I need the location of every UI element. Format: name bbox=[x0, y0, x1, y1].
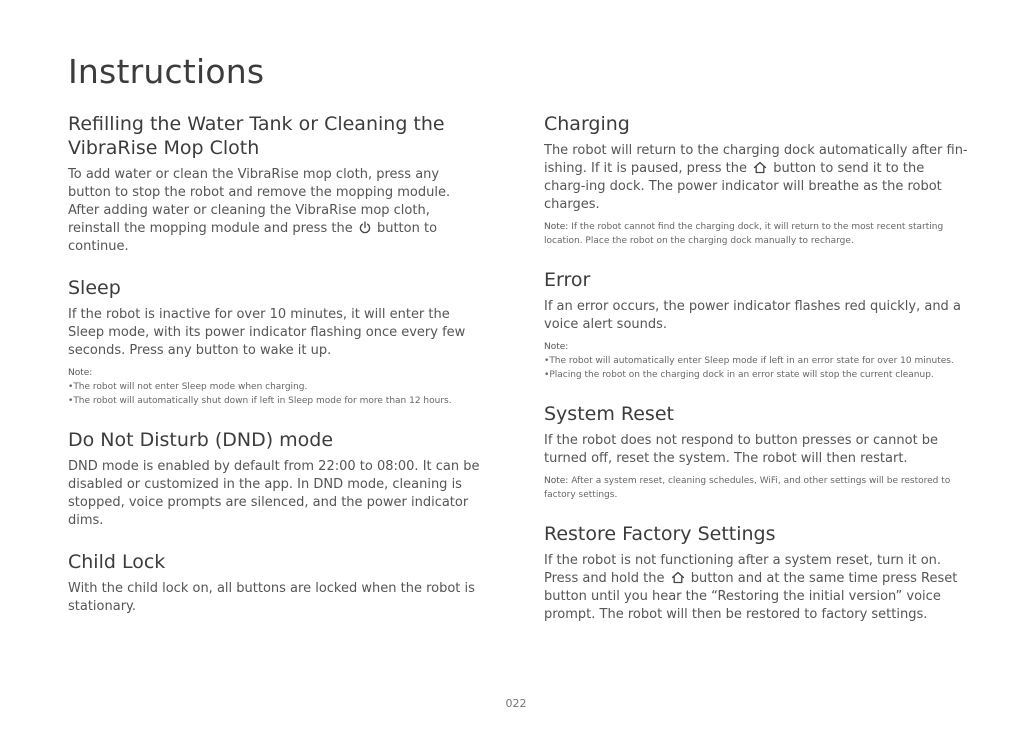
section-dnd bbox=[68, 428, 484, 530]
error-note-item: • Placing the robot on the charging dock in an error state will stop the current cleanup. bbox=[544, 368, 968, 382]
section-error bbox=[544, 268, 968, 382]
section-charging bbox=[544, 112, 968, 248]
sleep-text: If the robot is inactive for over 10 minutes, it will enter the Sleep mode, with its power indicator flashing once every few seconds. Press any button to wake it up. bbox=[68, 307, 466, 358]
system-reset-heading: System Reset bbox=[544, 403, 674, 425]
error-note bbox=[544, 340, 968, 382]
page-number: 022 bbox=[505, 697, 527, 710]
system-reset-note-text: After a system reset, cleaning schedules, WiFi, and other settings will be restored to factory settings. bbox=[544, 476, 951, 500]
factory-text-part2: button and at the same time press Reset button until you hear the “Restoring the initial version” voice prompt. The robot will then be restored to factory settings. bbox=[544, 571, 958, 622]
error-note-item: • The robot will automatically enter Sleep mode if left in an error state for over 10 minutes. bbox=[544, 354, 968, 368]
sleep-note bbox=[68, 366, 484, 408]
charging-text bbox=[544, 142, 968, 214]
section-factory-reset bbox=[544, 522, 968, 624]
power-icon bbox=[359, 221, 371, 234]
dnd-heading: Do Not Disturb (DND) mode bbox=[68, 429, 334, 451]
child-lock-heading: Child Lock bbox=[68, 551, 166, 573]
charging-note bbox=[544, 220, 968, 248]
charging-heading: Charging bbox=[544, 113, 630, 135]
charging-text-part1: The robot will return to the charging dock automatically after fin-ishing. If it is paused, press the bbox=[544, 143, 968, 176]
section-child-lock bbox=[68, 550, 484, 616]
home-icon bbox=[671, 571, 685, 584]
section-system-reset bbox=[544, 402, 968, 502]
error-note-label: Note: bbox=[544, 342, 569, 352]
left-column bbox=[68, 112, 484, 636]
section-sleep bbox=[68, 276, 484, 408]
sleep-note-item: • The robot will automatically shut down if left in Sleep mode for more than 12 hours. bbox=[68, 394, 484, 408]
home-icon bbox=[753, 161, 767, 174]
error-text: If an error occurs, the power indicator flashes red quickly, and a voice alert sounds. bbox=[544, 299, 961, 332]
charging-text-part2: button to send it to the charg-ing dock. The power indicator will breathe as the robot charges. bbox=[544, 161, 942, 212]
section-refill bbox=[68, 112, 484, 256]
factory-text bbox=[544, 552, 968, 624]
sleep-note-label: Note: bbox=[68, 368, 93, 378]
error-heading: Error bbox=[544, 269, 591, 291]
refill-text-part2: button to continue. bbox=[68, 221, 438, 254]
system-reset-note bbox=[544, 474, 968, 502]
child-lock-text: With the child lock on, all buttons are locked when the robot is stationary. bbox=[68, 581, 475, 614]
refill-text-part1: To add water or clean the VibraRise mop cloth, press any button to stop the robot and remove the mopping module. After adding water or cleaning the VibraRise mop cloth, reinstall the mopping module and press the bbox=[68, 167, 451, 236]
dnd-text: DND mode is enabled by default from 22:00 to 08:00. It can be disabled or customized in the app. In DND mode, cleaning is stopped, voice prompts are silenced, and the power indicator dims. bbox=[68, 459, 480, 528]
right-column bbox=[544, 112, 968, 644]
factory-text-part1: If the robot is not functioning after a system reset, turn it on. Press and hold the bbox=[544, 553, 942, 586]
charging-note-text: If the robot cannot find the charging dock, it will return to the most recent starting location. Place the robot on the charging dock manually to recharge. bbox=[544, 222, 944, 246]
refill-text bbox=[68, 166, 484, 256]
system-reset-text: If the robot does not respond to button presses or cannot be turned off, reset the system. The robot will then restart. bbox=[544, 433, 939, 466]
system-reset-note-label: Note: bbox=[544, 476, 569, 486]
sleep-heading: Sleep bbox=[68, 277, 121, 299]
charging-note-label: Note: bbox=[544, 222, 569, 232]
sleep-note-item: • The robot will not enter Sleep mode when charging. bbox=[68, 380, 484, 394]
factory-heading: Restore Factory Settings bbox=[544, 523, 776, 545]
refill-heading: Refilling the Water Tank or Cleaning the VibraRise Mop Cloth bbox=[68, 113, 445, 159]
page-title: Instructions bbox=[68, 52, 265, 91]
